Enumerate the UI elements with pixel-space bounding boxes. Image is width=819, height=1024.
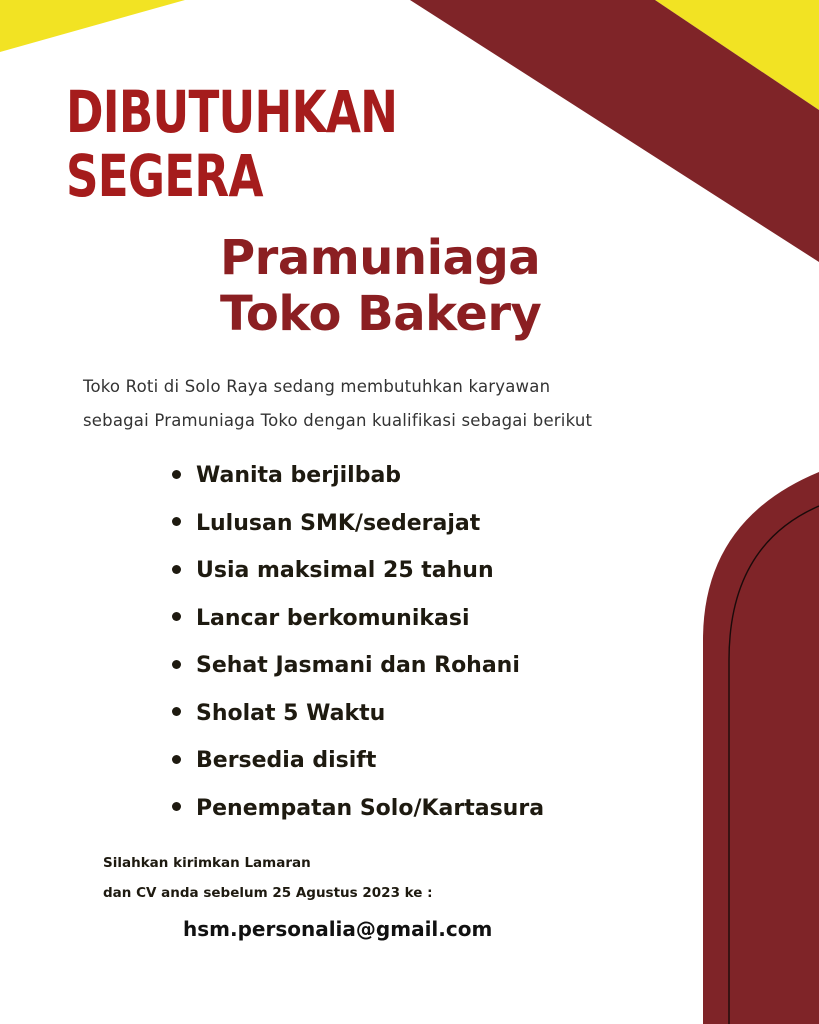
intro-text [83,370,592,438]
job-title-line-1: Pramuniaga [220,230,541,286]
yellow-corner-top-left [0,0,185,52]
qualification-item [172,785,544,833]
bullet-icon [172,517,181,526]
bullet-icon [172,802,181,811]
application-line-1: Silahkan kirimkan Lamaran [103,855,311,871]
job-title [220,230,541,342]
bullet-icon [172,612,181,621]
bullet-icon [172,755,181,764]
qualification-item [172,547,544,595]
qualification-text: Penempatan Solo/Kartasura [196,795,545,821]
qualification-text: Lancar berkomunikasi [196,605,470,631]
intro-line-1: Toko Roti di Solo Raya sedang membutuhkan karyawan [83,377,551,396]
qualification-text: Sehat Jasmani dan Rohani [196,653,520,678]
job-title-line-2: Toko Bakery [220,286,542,342]
headline-line-1: DIBUTUHKAN [66,78,398,146]
application-instructions [103,848,433,908]
application-line-2: dan CV anda sebelum 25 Agustus 2023 ke : [103,885,433,901]
qualification-text: Sholat 5 Waktu [196,700,386,726]
qualification-item [172,595,544,643]
headline-dibutuhkan-segera [66,80,397,208]
intro-line-2: sebagai Pramuniaga Toko dengan kualifikasi sebagai berikut [83,411,593,430]
bullet-icon [172,707,181,716]
contact-email: hsm.personalia@gmail.com [183,917,493,941]
qualification-text: Bersedia disift [196,748,377,773]
headline-line-2: SEGERA [66,142,263,210]
qualification-list [172,452,544,832]
qualification-text: Lulusan SMK/sederajat [196,510,481,536]
qualification-item [172,737,544,785]
qualification-item [172,500,544,548]
bullet-icon [172,660,181,669]
bullet-icon [172,565,181,574]
qualification-text: Usia maksimal 25 tahun [196,558,494,583]
maroon-arch-shape [703,472,819,1024]
bullet-icon [172,470,181,479]
qualification-text: Wanita berjilbab [196,463,402,488]
qualification-item [172,452,544,500]
qualification-item [172,690,544,738]
qualification-item [172,642,544,690]
